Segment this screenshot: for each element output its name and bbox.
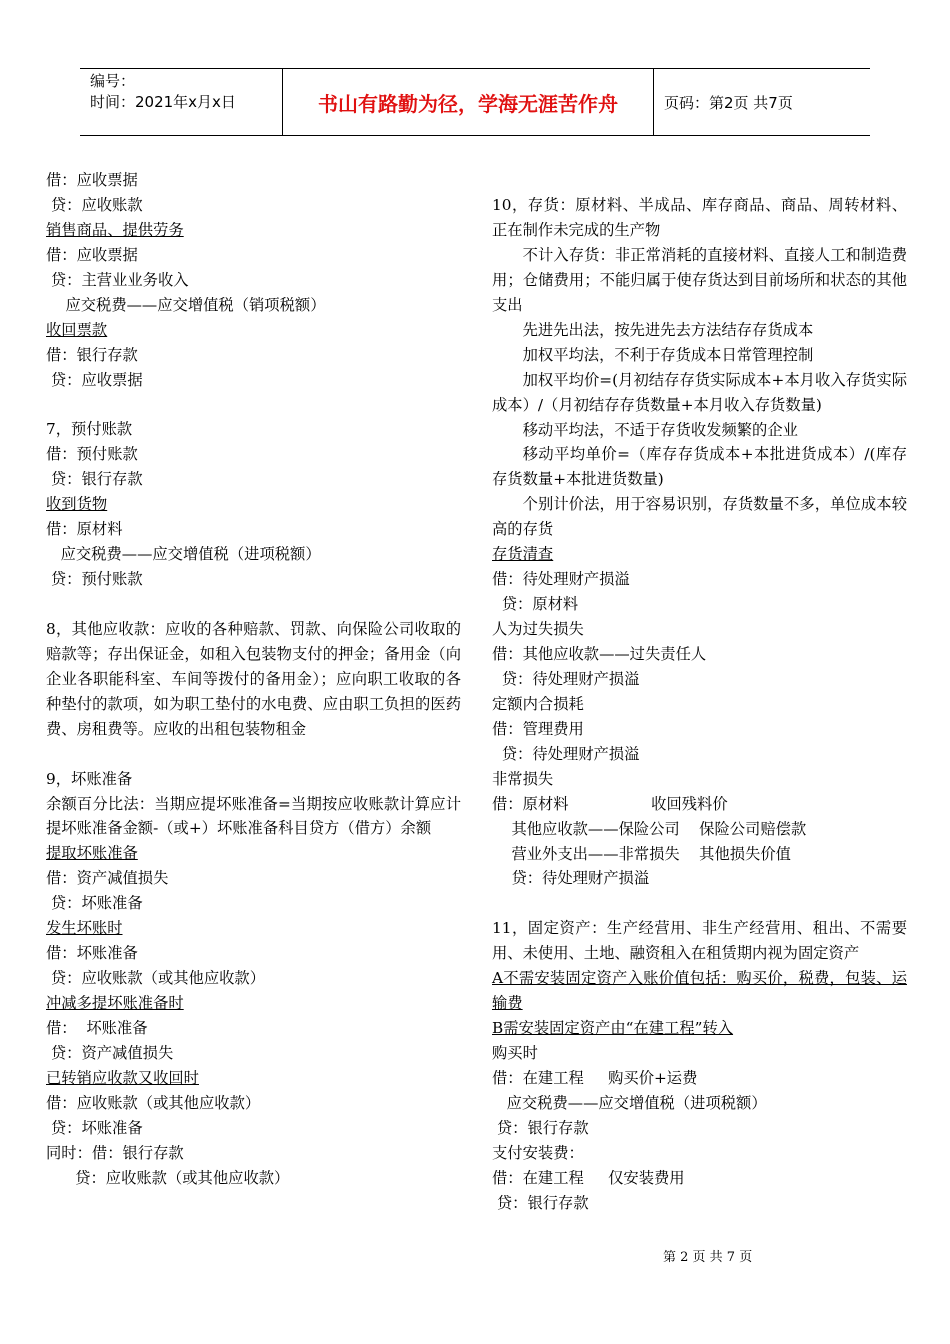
- spacer: [46, 592, 461, 617]
- text-line: 应交税费——应交增值税（进项税额）: [492, 1093, 767, 1112]
- section-heading: A不需安装固定资产入账价值包括：购买价，税费，包装、运输费: [492, 969, 907, 1013]
- section-heading: 发生坏账时: [46, 919, 123, 938]
- text-line: 贷：银行存款: [492, 1193, 589, 1212]
- spacer: [46, 392, 461, 417]
- text-line: 同时：借：银行存款: [46, 1143, 184, 1162]
- text-line: 借：应收账款（或其他应收款）: [46, 1093, 261, 1112]
- text-line: 贷：待处理财产损溢: [492, 744, 640, 763]
- header-page-number: 页码：第2页 共7页: [664, 93, 793, 112]
- text-line: 贷：应收票据: [46, 370, 143, 389]
- text-line: 贷：主营业业务收入: [46, 270, 189, 289]
- text-line: 移动平均法，不适于存货收发频繁的企业: [522, 420, 798, 439]
- text-line: 借：原材料: [46, 520, 123, 539]
- text-line: 借：应收票据: [46, 171, 138, 189]
- header-meta: [90, 71, 280, 113]
- text-line: 非常损失: [492, 769, 554, 788]
- paragraph: 加权平均价=(月初结存存货实际成本+本月收入存货实际成本）/（月初结存存货数量+本月收入存货数量): [492, 370, 907, 414]
- text-line: 贷：坏账准备: [46, 1118, 143, 1137]
- text-line: 借：预付账款: [46, 445, 138, 464]
- paragraph: 余额百分比法：当期应提坏账准备=当期按应收账款计算应计提坏账准备金额-（或+）坏账准备科目贷方（借方）余额: [46, 794, 461, 838]
- text-line: 贷：预付账款: [46, 570, 143, 588]
- section-heading: 已转销应收款又收回时: [46, 1068, 199, 1087]
- paragraph: 10，存货：原材料、半成品、库存商品、商品、周转材料、正在制作未完成的生产物: [492, 196, 907, 239]
- text-line: 贷：应收账款（或其他应收款）: [46, 1168, 290, 1187]
- text-line: 贷：银行存款: [492, 1118, 589, 1137]
- text-line: 借：原材料 收回残料价: [492, 794, 728, 813]
- text-line: 其他应收款——保险公司 保险公司赔偿款: [492, 819, 807, 838]
- text-line: 应交税费——应交增值税（进项税额）: [46, 545, 321, 564]
- text-line: 购买时: [492, 1044, 538, 1063]
- text-line: 贷：坏账准备: [46, 894, 143, 913]
- text-line: 借：应收票据: [46, 245, 138, 264]
- section-heading: 提取坏账准备: [46, 844, 138, 863]
- header-time: 时间：2021年x月x日: [90, 93, 236, 111]
- header-number: 编号：: [90, 72, 136, 90]
- text-line: 贷：应收账款: [46, 195, 143, 214]
- text-line: 9，坏账准备: [46, 769, 133, 788]
- text-line: 贷：待处理财产损溢: [492, 869, 650, 888]
- page-header: [80, 68, 870, 136]
- section-heading: B需安装固定资产由“在建工程”转入: [492, 1019, 734, 1038]
- text-line: 贷：待处理财产损溢: [492, 669, 640, 688]
- section-heading: 存货清查: [492, 545, 554, 564]
- text-line: 借：其他应收款——过失责任人: [492, 645, 707, 664]
- text-line: 应交税费——应交增值税（销项税额）: [46, 295, 326, 314]
- text-line: 贷：原材料: [492, 595, 579, 614]
- paragraph: 个别计价法，用于容易识别，存货数量不多，单位成本较高的存货: [492, 495, 907, 539]
- text-line: 借： 坏账准备: [46, 1018, 148, 1037]
- section-heading: 销售商品、提供劳务: [46, 220, 184, 239]
- spacer: [492, 891, 907, 916]
- text-line: 借：坏账准备: [46, 944, 138, 963]
- text-line: 7，预付账款: [46, 420, 133, 439]
- text-line: 借：管理费用: [492, 719, 584, 738]
- header-divider: [653, 69, 654, 135]
- left-column: [46, 168, 461, 1191]
- right-column: [492, 193, 907, 1216]
- text-line: 加权平均法，不利于存货成本日常管理控制: [522, 345, 814, 364]
- text-line: 先进先出法，按先进先去方法结存存货成本: [522, 320, 814, 339]
- text-line: 借：在建工程 购买价+运费: [492, 1069, 698, 1088]
- header-motto: 书山有路勤为径，学海无涯苦作舟: [318, 91, 618, 116]
- text-line: 借：银行存款: [46, 345, 138, 364]
- paragraph: 11，固定资产：生产经营用、非生产经营用、租出、不需要用、未使用、土地、融资租入在租赁期内视为固定资产: [492, 919, 907, 963]
- spacer: [46, 742, 461, 767]
- section-heading: 收回票款: [46, 320, 108, 339]
- paragraph: 移动平均单价=（库存存货成本+本批进货成本）/(库存存货数量+本批进货数量): [492, 445, 907, 489]
- paragraph: 8，其他应收款：应收的各种赔款、罚款、向保险公司收取的赔款等；存出保证金，如租入包装物支付的押金；备用金（向企业各职能科室、车间等拨付的备用金）；应向职工收取的各种垫付的款项，如为职工垫付的水电费、应由职工负担的医药费、房租费等。应收的出租包装物租金: [46, 619, 461, 738]
- page-footer: 第 2 页 共 7 页: [663, 1250, 753, 1265]
- text-line: 支付安装费：: [492, 1143, 584, 1162]
- text-line: 定额内合损耗: [492, 694, 584, 713]
- section-heading: 冲减多提坏账准备时: [46, 994, 184, 1013]
- text-line: 借：待处理财产损溢: [492, 570, 630, 589]
- paragraph: 不计入存货：非正常消耗的直接材料、直接人工和制造费用；仓储费用；不能归属于使存货达到目前场所和状态的其他支出: [492, 245, 907, 314]
- text-line: 借：资产减值损失: [46, 869, 169, 888]
- text-line: 贷：资产减值损失: [46, 1043, 174, 1062]
- text-line: 人为过失损失: [492, 620, 584, 639]
- section-heading: 收到货物: [46, 495, 108, 514]
- text-line: 贷：银行存款: [46, 470, 143, 489]
- text-line: 营业外支出——非常损失 其他损失价值: [492, 844, 791, 863]
- text-line: 借：在建工程 仅安装费用: [492, 1168, 685, 1187]
- text-line: 贷：应收账款（或其他应收款）: [46, 969, 266, 988]
